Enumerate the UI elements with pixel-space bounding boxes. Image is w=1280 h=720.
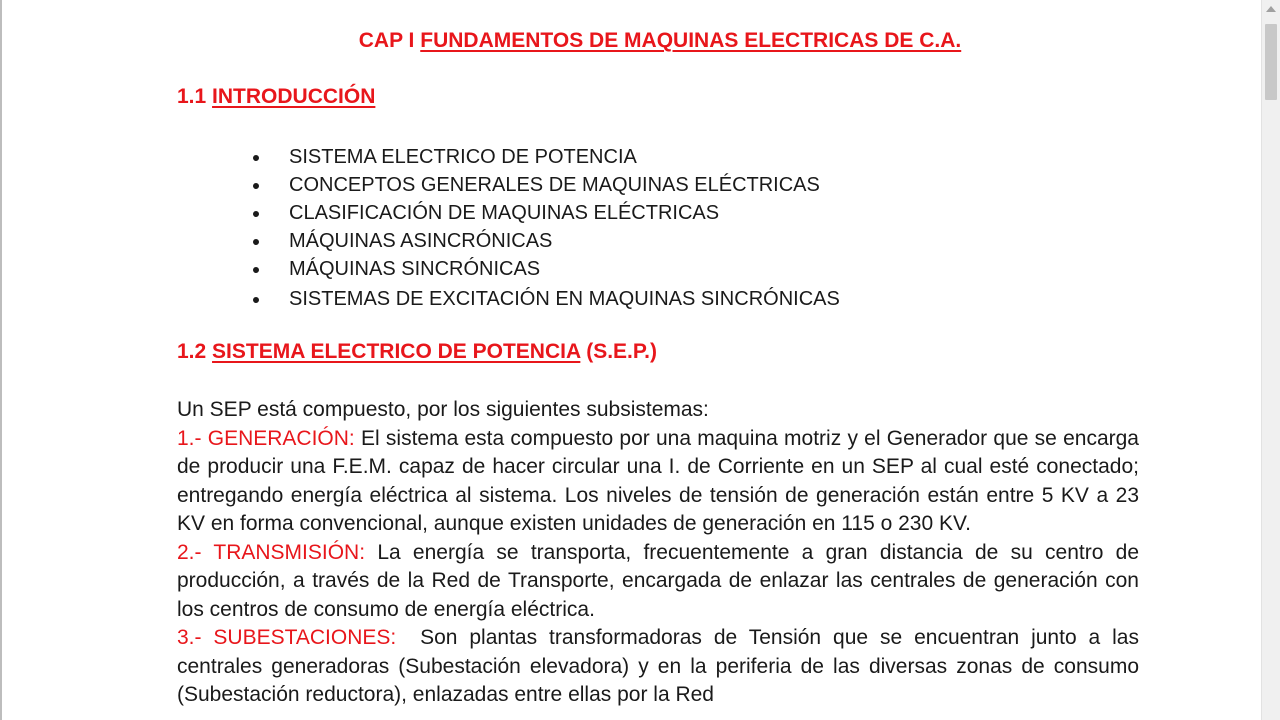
scrollbar-thumb[interactable] xyxy=(1265,24,1277,100)
list-item: SISTEMAS DE EXCITACIÓN EN MAQUINAS SINCRÓNICAS xyxy=(250,285,840,313)
subsystem-text: El sistema esta compuesto por una maquina motriz y el Generador que se encarga de producir una F.E.M. capaz de hacer circular una I. de Corriente en un SEP al cual esté conectado; entregando energía eléctrica al sistema. Los niveles de tensión de generación están entre 5 KV a 23 KV en forma convencional, aunque existen unidades de generación en 115 o 230 KV. xyxy=(177,426,1139,535)
intro-paragraph: Un SEP está compuesto, por los siguientes subsistemas: xyxy=(177,398,709,421)
list-item: MÁQUINAS ASINCRÓNICAS xyxy=(250,227,840,255)
chapter-title-text: FUNDAMENTOS DE MAQUINAS ELECTRICAS DE C.A. xyxy=(420,29,962,52)
chapter-title xyxy=(0,29,1262,53)
subsystem-label: 3.- SUBESTACIONES: xyxy=(177,626,397,649)
list-item: CLASIFICACIÓN DE MAQUINAS ELÉCTRICAS xyxy=(250,199,840,227)
section-heading-sep xyxy=(177,340,657,364)
topic-bullet-list xyxy=(250,143,840,313)
chapter-prefix: CAP I xyxy=(358,29,415,52)
section-number: 1.1 xyxy=(177,85,207,108)
section-suffix: (S.E.P.) xyxy=(586,340,658,363)
subsystem-paragraph-subestaciones xyxy=(177,624,1145,710)
section-title: SISTEMA ELECTRICO DE POTENCIA xyxy=(212,340,581,363)
section-title: INTRODUCCIÓN xyxy=(212,85,376,108)
section-number: 1.2 xyxy=(177,340,207,363)
section-heading-introduccion xyxy=(177,85,375,109)
list-item: CONCEPTOS GENERALES DE MAQUINAS ELÉCTRICAS xyxy=(250,171,840,199)
subsystem-text: Son plantas transformadoras de Tensión que se encuentran junto a las centrales generadoras (Subestación elevadora) y en la periferia de las diversas zonas de consumo (Subestación reductora), enlazadas entre ellas por la Red xyxy=(177,626,1145,706)
subsystem-text: La energía se transporta, frecuentemente a gran distancia de su centro de producción, a través de la Red de Transporte, encargada de enlazar las centrales de generación con los centros de consumo de energía eléctrica. xyxy=(177,540,1140,621)
page-left-border xyxy=(0,0,2,720)
subsystem-paragraph-generacion xyxy=(177,425,1139,539)
subsystem-label: 1.- GENERACIÓN: xyxy=(177,426,355,450)
subsystem-paragraph-transmision xyxy=(177,539,1139,625)
subsystem-label: 2.- TRANSMISIÓN: xyxy=(177,540,366,564)
list-item: MÁQUINAS SINCRÓNICAS xyxy=(250,255,840,283)
vertical-scrollbar[interactable] xyxy=(1261,0,1280,720)
list-item: SISTEMA ELECTRICO DE POTENCIA xyxy=(250,143,840,171)
scroll-up-arrow-icon[interactable] xyxy=(1266,6,1276,12)
sep-body-text xyxy=(177,396,1145,710)
